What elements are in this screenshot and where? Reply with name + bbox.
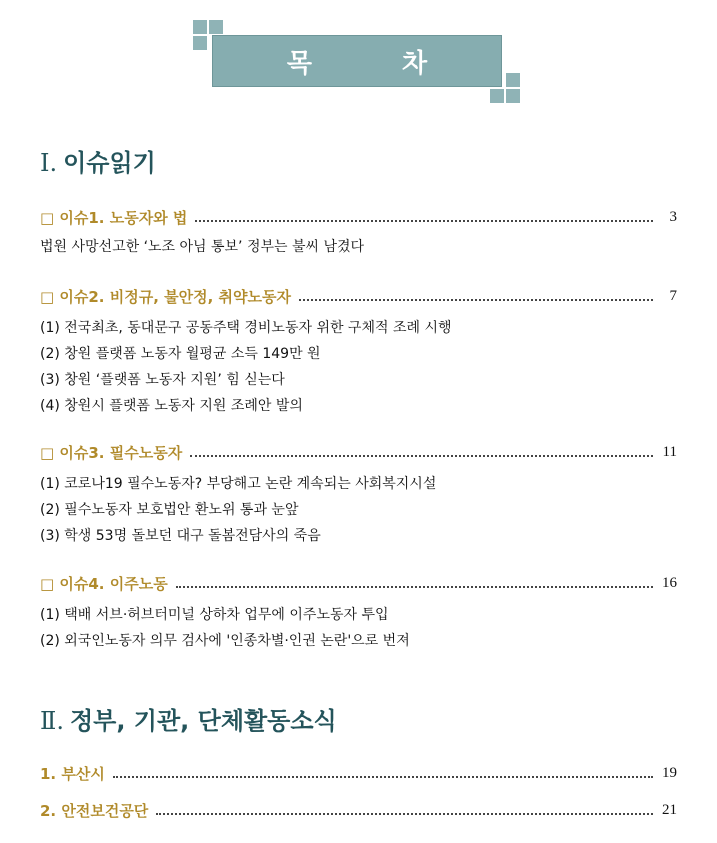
toc-entry-heading: □ 이슈2. 비정규, 불안정, 취약노동자 [40, 287, 291, 306]
toc-subitem: (1) 전국최초, 동대문구 공동주택 경비노동자 위한 구체적 조례 시행 [40, 320, 452, 336]
leader-dots [156, 813, 653, 815]
toc-title-right: 차 [402, 48, 428, 79]
toc-title [212, 35, 502, 87]
toc-entry[interactable] [40, 207, 677, 227]
section-heading-2 [40, 701, 337, 736]
leader-dots [299, 299, 653, 301]
toc-entry-page: 7 [669, 287, 677, 304]
toc-entry[interactable] [40, 763, 677, 783]
section-heading-1 [40, 143, 156, 178]
toc-subitem: (3) 창원 ‘플랫폼 노동자 지원’ 힘 싣는다 [40, 372, 285, 388]
toc-subitem: 법원 사망선고한 ‘노조 아님 통보’ 정부는 불씨 남겼다 [40, 239, 365, 255]
decor-square [193, 20, 207, 34]
leader-dots [113, 776, 653, 778]
leader-dots [190, 455, 653, 457]
toc-entry[interactable] [40, 286, 677, 306]
toc-entry-heading: □ 이슈1. 노동자와 법 [40, 208, 188, 227]
toc-subitem: (1) 택배 서브·허브터미널 상하차 업무에 이주노동자 투입 [40, 607, 389, 623]
section-number: Ⅱ. [40, 707, 64, 735]
toc-entry-heading: 1. 부산시 [40, 764, 105, 783]
toc-entry[interactable] [40, 800, 677, 820]
toc-entry[interactable] [40, 442, 677, 462]
toc-entry-heading: 2. 안전보건공단 [40, 801, 149, 820]
leader-dots [176, 586, 653, 588]
toc-subitem: (3) 학생 53명 돌보던 대구 돌봄전담사의 죽음 [40, 528, 321, 544]
toc-subitem: (2) 필수노동자 보호법안 환노위 통과 눈앞 [40, 502, 299, 518]
toc-entry[interactable] [40, 573, 677, 593]
section-label: 이슈읽기 [63, 149, 156, 177]
section-number: Ⅰ. [40, 149, 58, 177]
toc-entry-page: 3 [669, 208, 677, 225]
toc-entry-page: 16 [662, 574, 677, 591]
toc-entry-page: 19 [662, 764, 677, 781]
toc-subitem: (2) 창원 플랫폼 노동자 월평균 소득 149만 원 [40, 346, 321, 362]
decor-square [506, 89, 520, 103]
toc-subitem: (2) 외국인노동자 의무 검사에 '인종차별·인권 논란'으로 번져 [40, 633, 410, 649]
toc-entry-page: 11 [662, 443, 677, 460]
decor-square [490, 89, 504, 103]
toc-entry-page: 21 [662, 801, 677, 818]
leader-dots [195, 220, 653, 222]
toc-entry-heading: □ 이슈3. 필수노동자 [40, 443, 183, 462]
toc-subitem: (1) 코로나19 필수노동자? 부당해고 논란 계속되는 사회복지시설 [40, 476, 437, 492]
decor-square [193, 36, 207, 50]
section-label: 정부, 기관, 단체활동소식 [69, 707, 337, 735]
toc-subitem: (4) 창원시 플랫폼 노동자 지원 조례안 발의 [40, 398, 303, 414]
toc-title-left: 목 [286, 48, 312, 79]
toc-entry-heading: □ 이슈4. 이주노동 [40, 574, 168, 593]
decor-square [506, 73, 520, 87]
decor-square [209, 20, 223, 34]
